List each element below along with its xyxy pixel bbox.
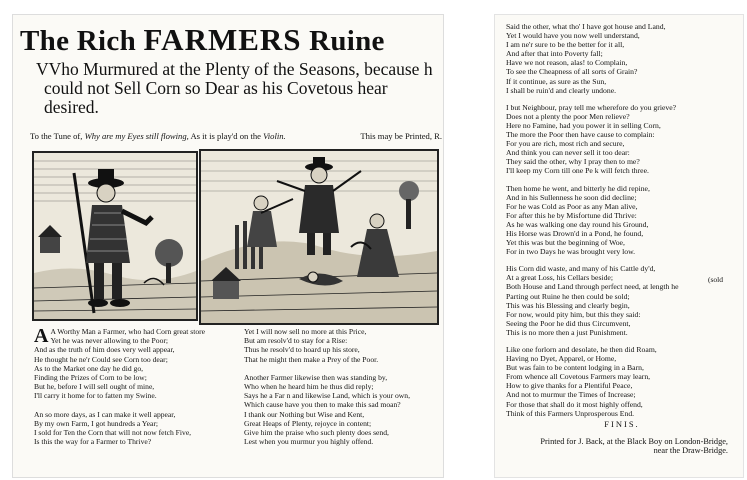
verse-line: Who when he heard him he thus did reply; [244, 382, 374, 392]
verse-line: Think of this Farmers Unprosperous End. [506, 408, 635, 418]
verse-line: I sold for Ten the Corn that will not now fetch Five, [34, 428, 192, 438]
woodcut-farmer-illustration [32, 151, 198, 321]
verse-line: Said the other, what tho' I have got house and Land, [506, 22, 666, 31]
village-woodcut-svg [201, 151, 437, 323]
ballad-title [20, 22, 440, 58]
verse-line: Does not a plenty the poor Men relieve? [506, 111, 630, 121]
verse-line: I'll keep my Corn till one Pe k will fetch three. [506, 166, 649, 176]
subtitle-line: VVho Murmured at the Plenty of the Seasons, because h [36, 60, 433, 79]
verse-line: Having no Dyet, Apparel, or Home, [506, 354, 617, 364]
verse-line: But am resolv'd to stay for a Rise: [244, 336, 348, 346]
subtitle-line: could not Sell Corn so Dear as his Covetous hear [44, 78, 388, 98]
ballad-subtitle [36, 60, 442, 117]
subtitle-line: desired. [44, 97, 99, 117]
verse-line: A A Worthy Man a Farmer, who had Corn great store [34, 327, 206, 347]
verse-line: And after that into Poverty fall; [506, 49, 603, 59]
verse-line: For he was Cold as Poor as any Man alive, [506, 201, 638, 211]
woodcut-village-scene [199, 149, 439, 325]
verse-line: At a great Loss, his Cellars beside; [506, 273, 613, 283]
verse-line: How to give thanks for a Plentiful Peace, [506, 381, 633, 391]
verse-line: His Corn did waste, and many of his Cattle dy'd, [506, 264, 656, 274]
verse-line: I thank our Nothing but Wise and Kent, [244, 409, 365, 419]
verse-line: If it continue, as sure as the Sun, [506, 76, 607, 86]
verse-line: To see the Cheapness of all sorts of Grain? [506, 67, 638, 77]
title-part-1: The Rich [20, 25, 144, 57]
verse-line: Lest when you murmur you highly offend. [244, 437, 374, 447]
verse-line: But he, before I will sell ought of mine, [34, 382, 155, 392]
verse-line: This is no more then a just Punishment. [506, 327, 628, 337]
verse-line: They said the other, why I pray then to me? [506, 157, 640, 167]
verse-line: Thus he resolv'd to hoard up his store, [244, 345, 360, 355]
title-farmers: FARMERS [143, 22, 302, 57]
verse-line: Says he a Far n and likewise Land, which is your own, [244, 391, 410, 401]
verse-line: Both House and Land through perfect need, at length he [506, 282, 679, 292]
verse-line: This was his Blessing and clearly begin, [506, 300, 630, 310]
verse-line: Another Farmer likewise then was standing by, [244, 372, 388, 382]
verse-line: Parting out Ruine he then could be sold; [506, 291, 630, 301]
verse-line: From whence all Covetous Farmers may learn, [506, 372, 651, 382]
verse-line: And not to murmur the Times of Increase; [506, 390, 636, 400]
print-note: This may be Printed, R. [360, 131, 442, 141]
verse-line: Seeing the Poor he did thus Circumvent, [506, 318, 631, 328]
verse-line: Have we not reason, alas! to Complain, [506, 58, 628, 68]
verse-line: As he was walking one day round his Ground, [506, 219, 649, 229]
verse-line: And as the truth of him does very well appear, [34, 345, 175, 355]
tune-middle: , As it is play'd on the [186, 131, 264, 141]
verse-line: For you are rich, most rich and secure, [506, 139, 625, 149]
verse-line: Here no Famine, had you power it in selling Corn, [506, 120, 661, 130]
verse-line: Then home he went, and bitterly he did repine, [506, 183, 650, 193]
verse-line: For those that shall do it most highly offend, [506, 399, 643, 409]
verse-line: That he might then make a Prey of the Poor. [244, 354, 379, 364]
margin-note: (sold [708, 275, 723, 284]
farmer-woodcut-svg [34, 153, 196, 319]
drop-cap: A [34, 327, 49, 347]
verse-line: Finding the Prizes of Corn to be low; [34, 373, 147, 383]
verse-line: Yet this was but the beginning of Woe, [506, 238, 625, 248]
verse-line: For after this he by Misfortune did Thrive: [506, 210, 637, 220]
tune-prefix: To the Tune of, [30, 131, 83, 141]
verse-line: An so more days, as I can make it well appear, [34, 409, 176, 419]
verse-line: And in his Sullenness he soon did decline; [506, 192, 637, 202]
printer-imprint: Printed for J. Back, at the Black Boy on London-Bridge, [540, 436, 728, 446]
tune-name: Why are my Eyes still flowing [84, 131, 187, 141]
ballad-verses-left-column [34, 327, 240, 446]
verse-line: But was fain to be content lodging in a Barn, [506, 363, 644, 373]
verse-line: For in two Days he was brought very low. [506, 247, 636, 257]
verse-line: For now, would pity him, but this they said: [506, 309, 641, 319]
verse-line: I am ne'r sure to be the better for it all, [506, 40, 625, 50]
finis-mark: FINIS. [604, 418, 640, 429]
verse-line: Give him the praise who such plenty does send, [244, 428, 389, 438]
verse-line: By my own Farm, I got hundreds a Year; [34, 418, 159, 428]
verse-line: Is this the way for a Farmer to Thrive? [34, 437, 152, 447]
verse-line: Yet I will now sell no more at this Price, [244, 327, 367, 336]
printer-imprint: near the Draw-Bridge. [653, 445, 728, 455]
verse-line: I shall be ruin'd and clearly undone. [506, 85, 617, 95]
tune-instrument: Violin. [263, 131, 286, 141]
verse-line: Yet I would have you now well understand, [506, 31, 640, 41]
verse-line: I but Neighbour, pray tell me wherefore do you grieve? [506, 102, 677, 112]
verse-line: As to the Market one day he did go, [34, 363, 144, 373]
verse-line: And think you can never sell it too dear: [506, 148, 630, 158]
title-part-3: Ruine [301, 25, 385, 57]
verse-line: Like one forlorn and desolate, he then did Roam, [506, 345, 657, 354]
verse-line: The more the Poor then have cause to complain: [506, 130, 655, 140]
ballad-verses-right-page [506, 22, 738, 455]
verse-line: Great Heaps of Plenty, rejoyce in content; [244, 418, 372, 428]
verse-line: Yet he was never allowing to the Poor; [50, 336, 168, 346]
tune-line [30, 131, 442, 141]
ballad-verses-middle-column [244, 327, 440, 446]
verse-line: I'll carry it home for to fatten my Swine. [34, 391, 157, 401]
verse-line: His Horse was Drown'd in a Pond, he found, [506, 228, 644, 238]
verse-line: He thought he ne'r Could see Corn too dear; [34, 354, 168, 364]
verse-line: Which cause have you then to make this sad moan? [244, 400, 401, 410]
